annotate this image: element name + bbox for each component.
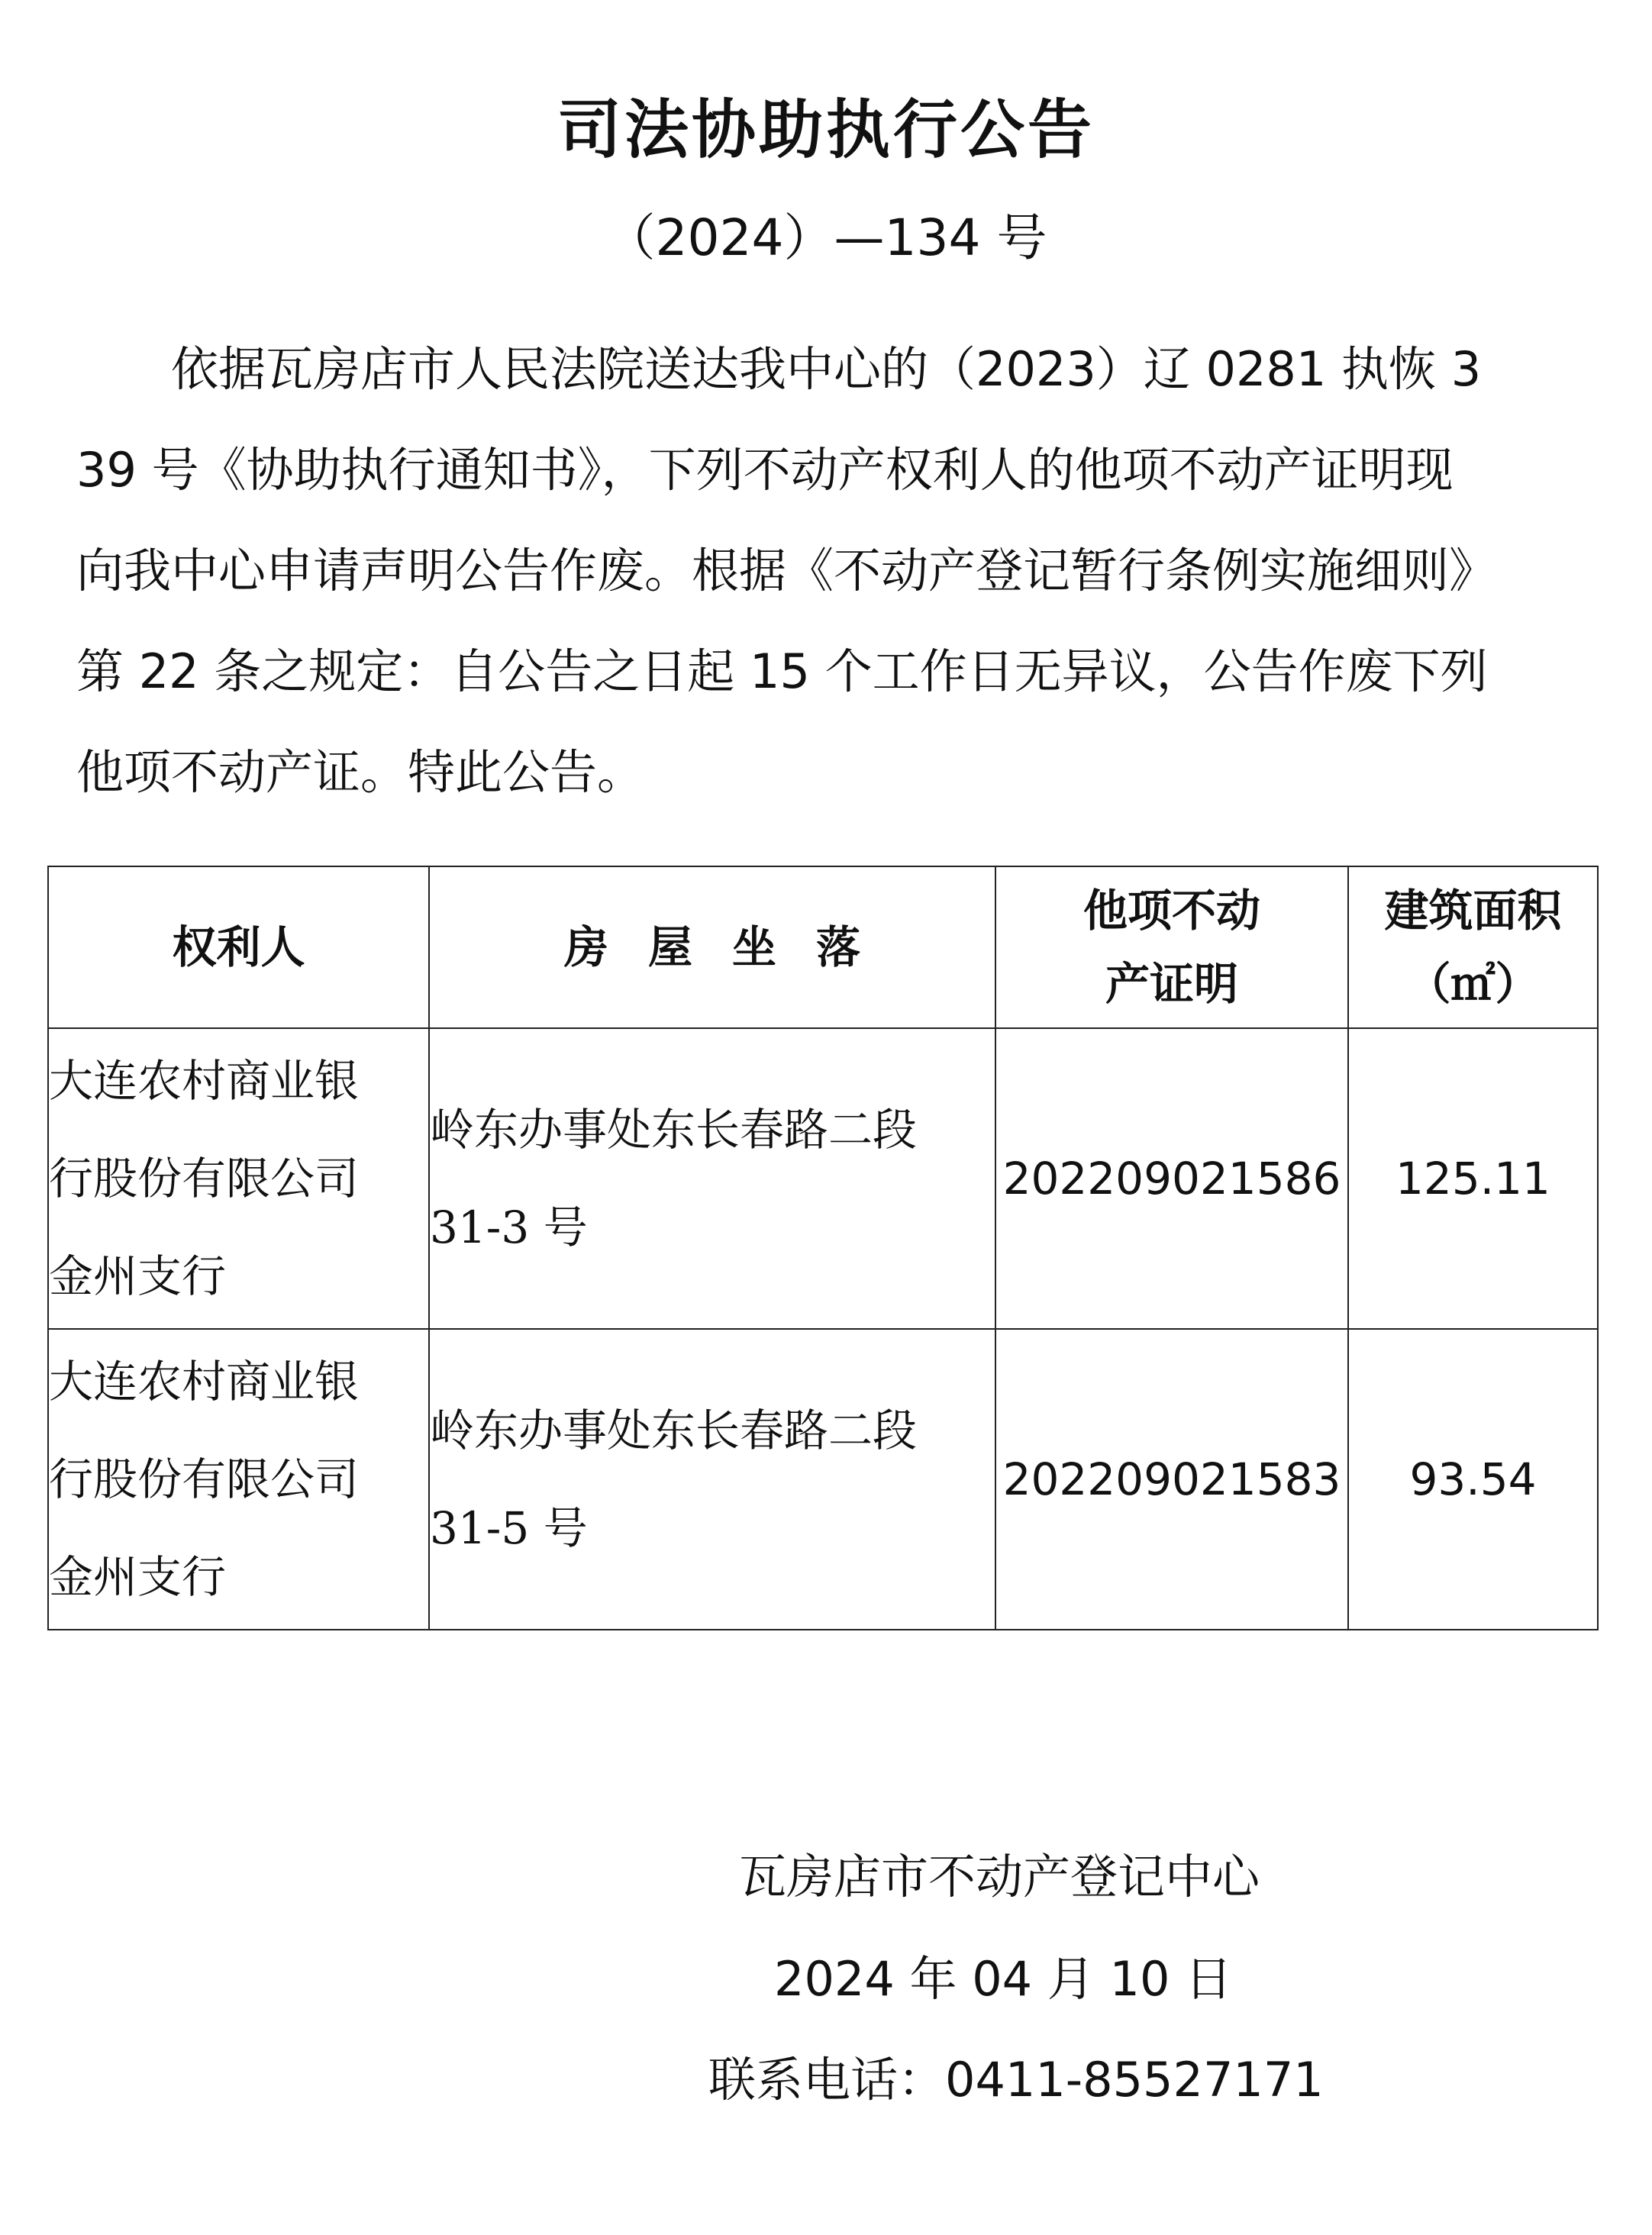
header-holder-label: 权利人 <box>172 921 305 973</box>
holder-line: 金州支行 <box>49 1250 227 1302</box>
body-line: 他项不动产证。特此公告。 <box>76 744 645 800</box>
issue-date: 2024 年 04 月 10 日 <box>774 1951 1233 2007</box>
location-cell <box>429 1329 995 1630</box>
header-area-line1: 建筑面积 <box>1384 885 1562 937</box>
body-line: 第 22 条之规定：自公告之日起 15 个工作日无异议，公告作废下列 <box>76 643 1488 699</box>
location-cell <box>429 1028 995 1329</box>
holder-cell <box>48 1028 429 1329</box>
holder-line: 金州支行 <box>49 1551 227 1603</box>
table-header-row <box>48 866 1598 1028</box>
holder-cell <box>48 1329 429 1630</box>
notice-number: （2024）—134 号 <box>605 208 1047 267</box>
body-line: 向我中心申请声明公告作废。根据《不动产登记暂行条例实施细则》 <box>76 543 1497 598</box>
header-area-line2: （㎡） <box>1406 958 1540 1010</box>
table-row <box>48 1028 1598 1329</box>
table-row <box>48 1329 1598 1630</box>
contact-phone: 联系电话：0411-85527171 <box>708 2052 1324 2108</box>
header-location <box>429 866 995 1028</box>
header-cert-line1: 他项不动 <box>1083 885 1260 937</box>
location-line: 岭东办事处东长春路二段 <box>430 1405 918 1456</box>
area-cell: 93.54 <box>1348 1329 1598 1630</box>
body-line: 依据瓦房店市人民法院送达我中心的（2023）辽 0281 执恢 3 <box>171 341 1482 397</box>
cert-number-cell: 202209021586 <box>995 1028 1348 1329</box>
location-line: 31-3 号 <box>430 1201 588 1253</box>
notice-body <box>76 319 1573 823</box>
header-cert-line2: 产证明 <box>1105 958 1238 1010</box>
certificate-table <box>47 866 1599 1630</box>
holder-line: 大连农村商业银 <box>49 1356 360 1408</box>
cert-number-cell: 202209021583 <box>995 1329 1348 1630</box>
header-cert <box>995 866 1348 1028</box>
header-location-label: 房屋坐落 <box>563 921 900 973</box>
header-area <box>1348 866 1598 1028</box>
header-holder <box>48 866 429 1028</box>
location-line: 31-5 号 <box>430 1502 588 1554</box>
area-cell: 125.11 <box>1348 1028 1598 1329</box>
location-line: 岭东办事处东长春路二段 <box>430 1104 918 1156</box>
holder-line: 行股份有限公司 <box>49 1453 360 1505</box>
body-line: 39 号《协助执行通知书》，下列不动产权利人的他项不动产证明现 <box>76 442 1454 498</box>
notice-title: 司法协助执行公告 <box>557 92 1095 167</box>
holder-line: 行股份有限公司 <box>49 1153 360 1205</box>
holder-line: 大连农村商业银 <box>49 1055 360 1107</box>
issuer-name: 瓦房店市不动产登记中心 <box>739 1849 1260 1904</box>
